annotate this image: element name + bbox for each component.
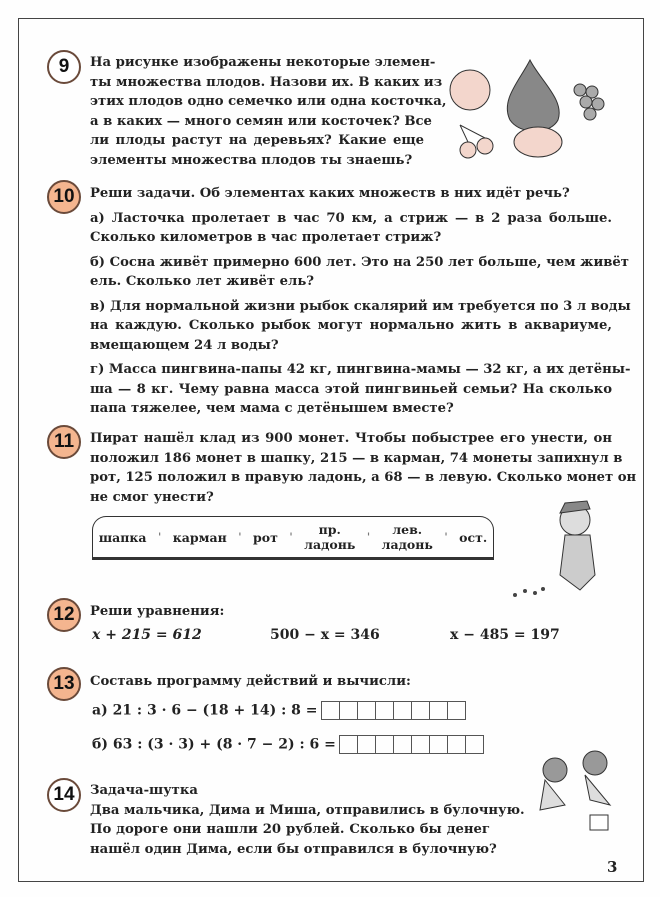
answer-cell[interactable]	[321, 701, 340, 720]
task-11-line: рот, 125 положил в правую ладонь, а 68 — в левую. Сколько монет он	[90, 470, 637, 485]
task-14-text	[90, 781, 525, 859]
segment-divider: ˈ	[289, 529, 293, 545]
expression-a-text: а) 21 : 3 · 6 − (18 + 14) : 8 =	[92, 702, 318, 719]
segment-divider: ˈ	[366, 529, 371, 545]
equation-3: x − 485 = 197	[450, 627, 560, 643]
task-10-a-line: Сколько километров в час пролетает стриж?	[90, 230, 442, 245]
task-9-line: ты множества плодов. Назови их. В каких из	[90, 74, 443, 90]
answer-cell[interactable]	[339, 735, 358, 754]
segment-label: пр. ладонь	[304, 522, 356, 552]
task-9-number: 9	[47, 50, 81, 84]
boys-illustration	[520, 745, 620, 835]
answer-cell[interactable]	[429, 735, 448, 754]
task-10-number: 10	[47, 180, 81, 214]
expression-b	[92, 735, 484, 754]
task-11-line: не смог унести?	[90, 489, 214, 505]
answer-cell[interactable]	[465, 735, 484, 754]
answer-cell[interactable]	[411, 701, 430, 720]
task-10-c-line: на каждую. Сколько рыбок могут нормально жить в аквариуме,	[90, 318, 612, 333]
answer-cell[interactable]	[393, 701, 412, 720]
answer-cell[interactable]	[393, 735, 412, 754]
expression-a	[92, 701, 466, 720]
answer-cell[interactable]	[375, 735, 394, 754]
task-10-b-line: б) Сосна живёт примерно 600 лет. Это на 250 лет больше, чем живёт	[90, 254, 629, 270]
task-9-line: этих плодов одно семечко или одна косточка,	[90, 94, 447, 109]
segment-label: рот	[253, 529, 278, 545]
task-14-line: нашёл один Дима, если бы отправился в булочную?	[90, 841, 497, 857]
task-10-a-line: а) Ласточка пролетает в час 70 км, а стриж — в 2 раза больше.	[90, 210, 612, 226]
task-9-line: а в каких — много семян или косточек? Все	[90, 113, 432, 129]
task-11-line: положил 186 монет в шапку, 215 — в карман, 74 монеты запихнул в	[90, 450, 623, 466]
answer-cell[interactable]	[357, 701, 376, 720]
task-14-line: Два мальчика, Дима и Миша, отправились в булочную.	[90, 802, 525, 818]
task-12-heading: Реши уравнения:	[90, 604, 225, 619]
task-10-d-line: папа тяжелее, чем мама с детёнышем вместе?	[90, 401, 454, 416]
answer-cell[interactable]	[429, 701, 448, 720]
page-number: 3	[607, 858, 618, 876]
task-10-c-line: в) Для нормальной жизни рыбок скалярий им требуется по 3 л воды	[90, 298, 631, 314]
task-14-title: Задача-шутка	[90, 783, 198, 798]
segment-label: шапка	[98, 529, 147, 545]
task-12-number: 12	[47, 598, 81, 632]
task-9-line: элементы множества плодов ты знаешь?	[90, 152, 413, 168]
task-13-heading: Составь программу действий и вычисли:	[90, 674, 411, 689]
task-10-b-line: ель. Сколько лет живёт ель?	[90, 274, 315, 289]
answer-cells-a[interactable]	[322, 701, 466, 720]
task-14-line: По дороге они нашли 20 рублей. Сколько бы денег	[90, 822, 490, 837]
task-9-line: На рисунке изображены некоторые элемен-	[90, 55, 436, 70]
fruits-illustration	[440, 50, 620, 170]
task-10-heading: Реши задачи. Об элементах каких множеств в них идёт речь?	[90, 186, 570, 201]
task-10-d-line: ша — 8 кг. Чему равна масса этой пингвиньей семьи? На сколько	[90, 381, 612, 397]
equation-1: x + 215 = 612	[92, 627, 202, 643]
coins-segment-diagram	[92, 516, 494, 560]
segment-divider: ˈ	[444, 529, 448, 545]
task-11-number: 11	[47, 425, 81, 459]
task-10-c-line: вмещающем 24 л воды?	[90, 337, 279, 353]
task-9-text	[90, 53, 447, 170]
segment-label: карман	[172, 529, 227, 545]
segment-divider: ˈ	[238, 529, 242, 545]
answer-cell[interactable]	[357, 735, 376, 754]
task-14-number: 14	[47, 778, 81, 812]
segment-divider: ˈ	[157, 529, 162, 545]
task-13-number: 13	[47, 667, 81, 701]
answer-cell[interactable]	[447, 701, 466, 720]
task-10-d-line: г) Масса пингвина-папы 42 кг, пингвина-мамы — 32 кг, а их детёны-	[90, 362, 631, 377]
task-11-line: Пират нашёл клад из 900 монет. Чтобы побыстрее его унести, он	[90, 431, 612, 446]
task-9-line: ли плоды растут на деревьях? Какие еще	[90, 133, 424, 148]
answer-cell[interactable]	[339, 701, 358, 720]
expression-b-text: б) 63 : (3 · 3) + (8 · 7 − 2) : 6 =	[92, 736, 336, 753]
segment-label: лев. ладонь	[381, 522, 433, 552]
task-10-text	[90, 184, 631, 419]
answer-cells-b[interactable]	[340, 735, 484, 754]
pirate-illustration	[505, 495, 620, 605]
answer-cell[interactable]	[375, 701, 394, 720]
equation-2: 500 − x = 346	[270, 627, 380, 643]
answer-cell[interactable]	[447, 735, 466, 754]
answer-cell[interactable]	[411, 735, 430, 754]
segment-label: ост.	[459, 529, 488, 545]
